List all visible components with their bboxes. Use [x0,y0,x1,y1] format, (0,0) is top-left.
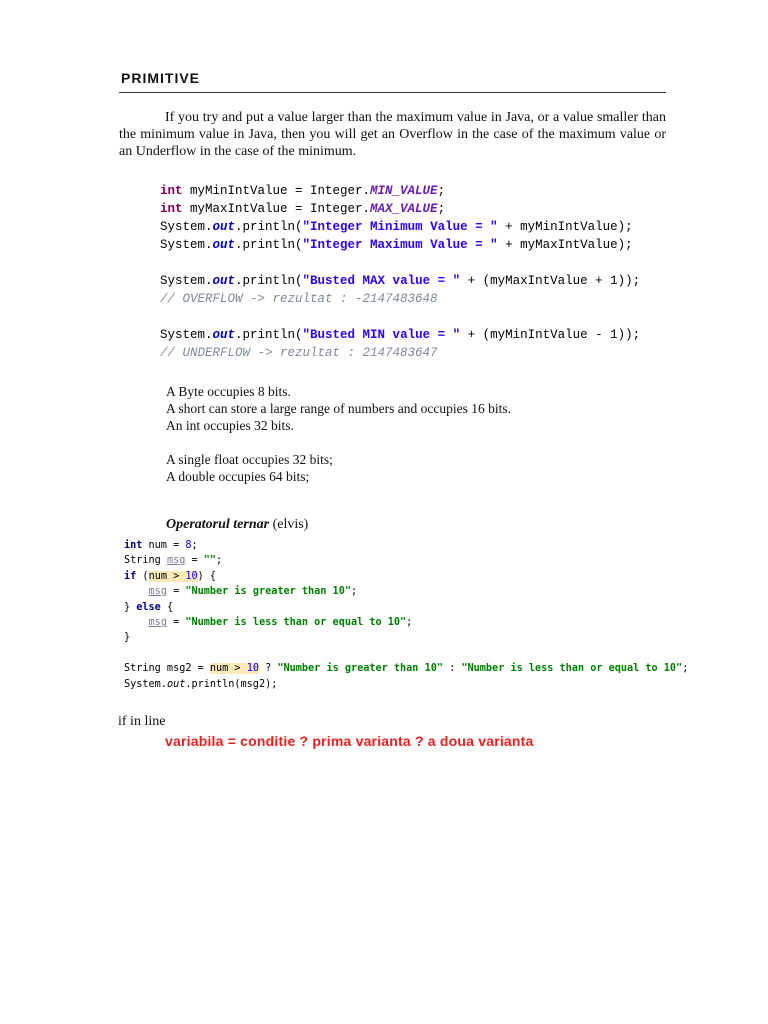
code-comment: // UNDERFLOW -> rezultat : 2147483647 [160,346,438,360]
fact-line: A Byte occupies 8 bits. [166,384,291,399]
code-line: System.out.println("Integer Minimum Value = " + myMinIntValue); [160,220,633,234]
page-title: PRIMITIVE [121,70,201,86]
intro-paragraph [119,109,666,160]
intro-text: If you try and put a value larger than the maximum value in Java, or a value smaller than the minimum value in Java, then you will get an Overflow in the case of the maximum value or an Underflow in the case of the minimum. [119,110,666,159]
overflow-code-block [160,182,640,362]
code-line: if (num > 10) { [124,570,217,582]
code-line: System.out.println(msg2); [124,678,278,690]
ternary-syntax: variabila = conditie ? prima varianta ? a doua varianta [165,733,534,749]
fact-line: An int occupies 32 bits. [166,418,294,433]
code-comment: // OVERFLOW -> rezultat : -2147483648 [160,292,438,306]
code-line: String msg2 = num > 10 ? "Number is greater than 10" : "Number is less than or equal to 10"; [124,663,689,675]
code-line: System.out.println("Integer Maximum Value = " + myMaxIntValue); [160,238,633,252]
ternary-heading: Operatorul ternar (elvis) [166,517,309,532]
fact-line: A single float occupies 32 bits; [166,452,333,467]
code-line: System.out.println("Busted MAX value = " + (myMaxIntValue + 1)); [160,274,641,288]
ternary-code-block [124,538,688,692]
code-line: System.out.println("Busted MIN value = " + (myMinIntValue - 1)); [160,328,641,342]
code-line: msg = "Number is greater than 10"; [148,586,358,598]
title-divider [119,92,666,93]
code-line: } else { [124,601,174,613]
fact-line: A short can store a large range of numbers and occupies 16 bits. [166,401,512,416]
type-sizes-list [166,383,511,485]
code-line: String msg = ""; [124,555,223,567]
highlight: num > 10 [148,570,198,582]
code-line: int num = 8; [124,540,198,551]
code-blank-line [124,646,688,661]
code-blank-line [160,308,640,326]
highlight: num > 10 [209,663,259,675]
code-line: msg = "Number is less than or equal to 10"; [148,616,413,628]
code-line: int myMaxIntValue = Integer.MAX_VALUE; [160,202,446,216]
code-blank-line [160,254,640,272]
code-line: int myMinIntValue = Integer.MIN_VALUE; [160,184,446,198]
fact-line: A double occupies 64 bits; [166,469,310,484]
spacer [166,434,511,451]
code-line: } [124,632,131,644]
inline-if-label: if in line [118,714,166,729]
